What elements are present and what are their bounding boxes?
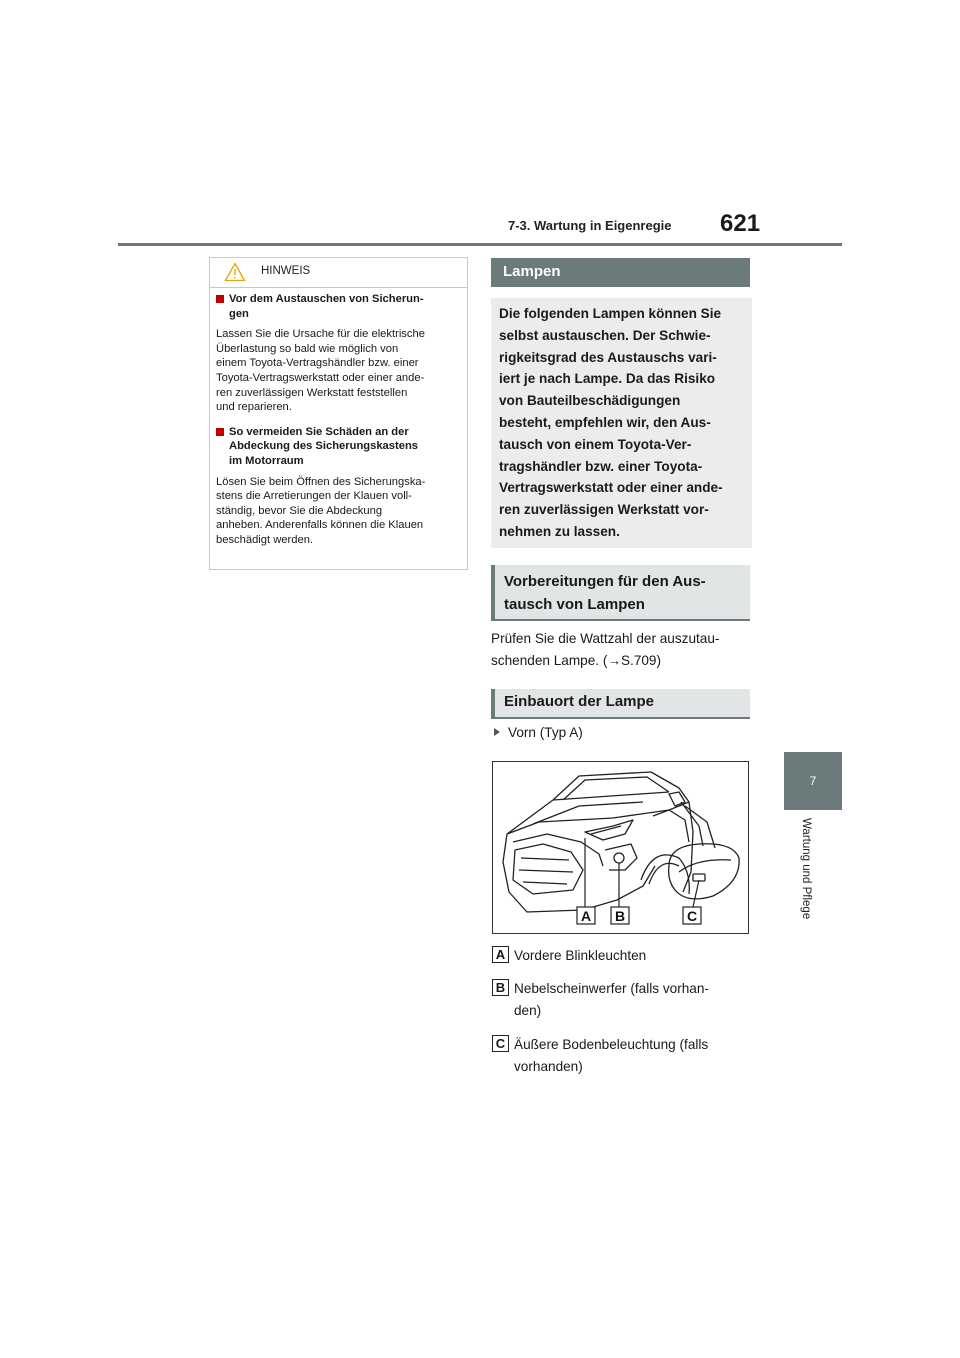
chapter-number: 7 xyxy=(809,774,817,788)
variant-label: Vorn (Typ A) xyxy=(494,725,583,740)
car-front-illustration xyxy=(493,762,749,934)
chapter-title: Wartung und Pflege xyxy=(800,818,812,920)
figure-label-b: B xyxy=(614,908,626,924)
section-title: 7-3. Wartung in Eigenregie xyxy=(508,218,672,233)
figure-label-a: A xyxy=(580,908,592,924)
prep-heading: Vorbereitungen für den Aus- tausch von Lampen xyxy=(491,565,750,621)
legend-key-c: C xyxy=(492,1035,509,1052)
triangle-bullet-icon xyxy=(494,728,500,736)
lamp-location-figure xyxy=(492,761,749,934)
notice-body xyxy=(216,292,462,558)
legend-key-a: A xyxy=(492,946,509,963)
notice-title: HINWEIS xyxy=(261,265,311,277)
header-divider xyxy=(118,243,842,246)
prep-text: Prüfen Sie die Wattzahl der auszutau- schenden Lampe. (→S.709) xyxy=(491,631,720,668)
legend-text: Äußere Bodenbeleuchtung (falls vorhanden) xyxy=(514,1037,709,1074)
notice-item-heading: Vor dem Austauschen von Sicherun- gen xyxy=(216,292,462,321)
figure-label-c: C xyxy=(686,908,698,924)
notice-item-heading: So vermeiden Sie Schäden an der Abdeckung des Sicherungskastens im Motorraum xyxy=(216,425,462,469)
lamps-intro: Die folgenden Lampen können Sie selbst austauschen. Der Schwie- rigkeitsgrad des Austauschs vari- iert je nach Lampe. Da das Risiko von Bauteilbeschädigungen besteht, empfehlen wir, den Aus- tausch von einem Toyota-Ver- tragshändler bzw. einer Toyota- Vertragswerkstatt oder einer ande- ren zuverlässigen Werkstatt vor- nehmen zu lassen. xyxy=(491,298,752,548)
legend-text: Nebelscheinwerfer (falls vorhan- den) xyxy=(514,981,709,1018)
figure-callout-labels xyxy=(577,907,701,924)
notice-item-text: Lassen Sie die Ursache für die elektrische Überlastung so bald wie möglich von einem Toyota-Vertragshändler bzw. einer Toyota-Vertragswerkstatt oder einer ande- ren zuverlässigen Werkstatt feststellen und reparieren. xyxy=(216,328,425,414)
location-heading: Einbauort der Lampe xyxy=(491,689,750,719)
warning-triangle-icon xyxy=(224,262,246,282)
chapter-tab[interactable] xyxy=(784,752,842,810)
notice-box xyxy=(209,257,468,570)
lamps-heading: Lampen xyxy=(491,258,750,287)
legend-key-b: B xyxy=(492,979,509,996)
square-bullet-icon xyxy=(216,428,224,436)
square-bullet-icon xyxy=(216,295,224,303)
legend-text: Vordere Blinkleuchten xyxy=(514,948,647,963)
notice-header xyxy=(210,258,467,288)
page-number: 621 xyxy=(720,210,761,237)
notice-item-text: Lösen Sie beim Öffnen des Sicherungska- stens die Arretierungen der Klauen voll- ständig, bevor Sie die Abdeckung anheben. Anderenfalls können die Klauen beschädigt werden. xyxy=(216,475,426,546)
